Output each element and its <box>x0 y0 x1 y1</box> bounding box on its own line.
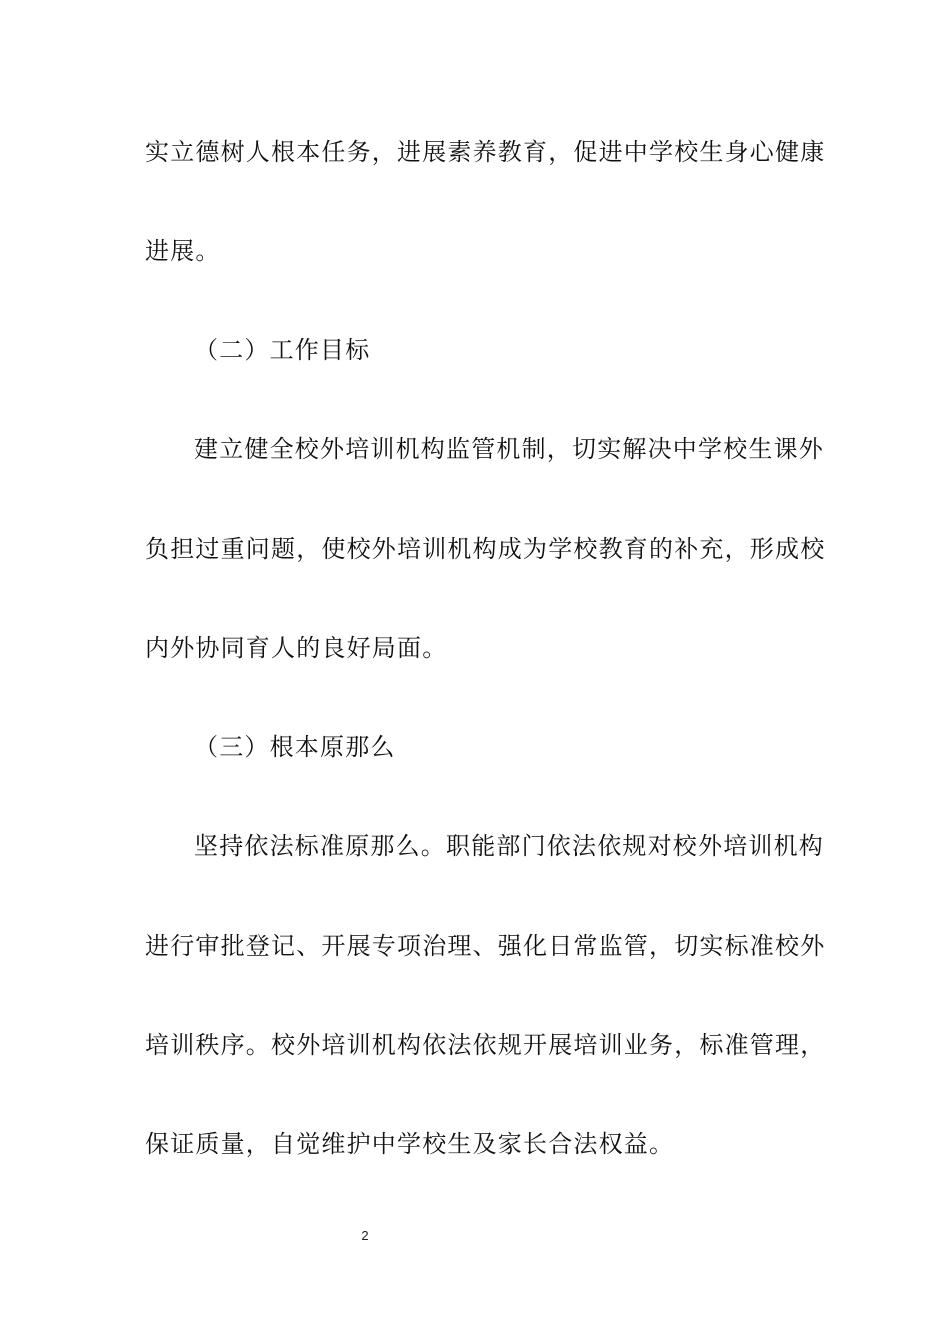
paragraph-line: 保证质量，自觉维护中学校生及家长合法权益。 <box>145 1130 675 1158</box>
paragraph-line: 进展。 <box>145 237 221 265</box>
section-heading: （三）根本原那么 <box>194 733 396 761</box>
paragraph-line: 建立健全校外培训机构监管机制，切实解决中学校生课外 <box>194 435 824 463</box>
paragraph-line: 培训秩序。校外培训机构依法依规开展培训业务，标准管理， <box>145 1031 826 1059</box>
page-number: 2 <box>361 1228 369 1243</box>
paragraph-line: 内外协同育人的良好局面。 <box>145 634 448 662</box>
paragraph-line: 坚持依法标准原那么。职能部门依法依规对校外培训机构 <box>194 832 824 860</box>
paragraph-line: 实立德树人根本任务，进展素养教育，促进中学校生身心健康 <box>145 138 826 166</box>
paragraph-line: 进行审批登记、开展专项治理、强化日常监管，切实标准校外 <box>145 932 826 960</box>
paragraph-line: 负担过重问题，使校外培训机构成为学校教育的补充，形成校 <box>145 535 826 563</box>
section-heading: （二）工作目标 <box>194 336 371 364</box>
